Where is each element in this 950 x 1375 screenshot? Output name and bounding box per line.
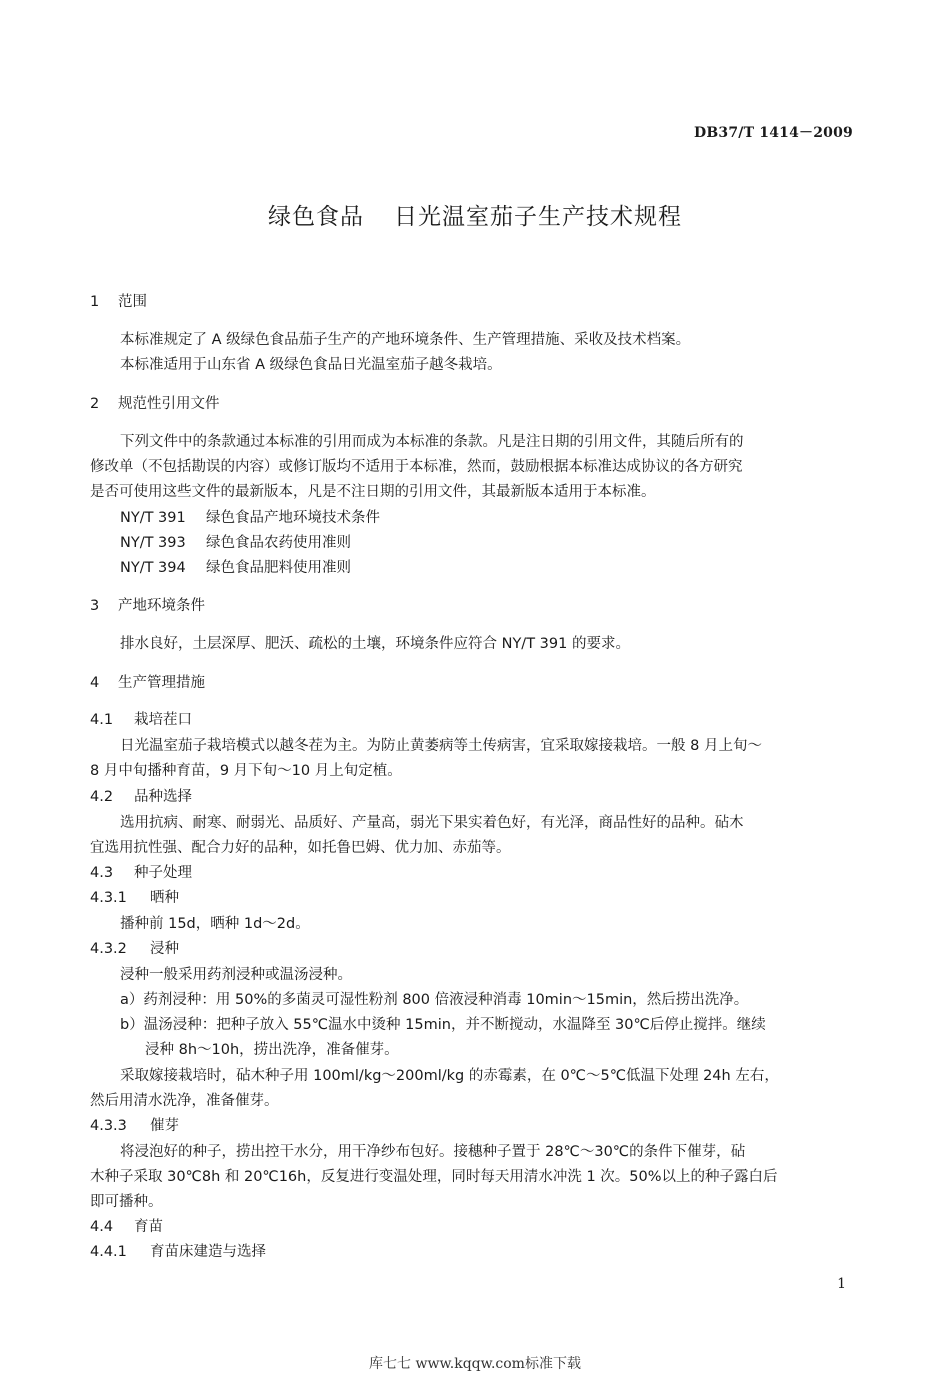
reference-name: 绿色食品产地环境技术条件 bbox=[206, 510, 380, 526]
subsection-4-1-heading bbox=[90, 711, 192, 729]
subsection-4-3-3-heading bbox=[90, 1117, 179, 1135]
section-number: 3 bbox=[90, 598, 100, 614]
subsection-4-4-1-heading bbox=[90, 1243, 266, 1261]
subsection-title: 育苗 bbox=[134, 1219, 163, 1235]
standard-code: DB37/T 1414－2009 bbox=[694, 125, 853, 141]
section-1-heading bbox=[90, 293, 147, 311]
list-item-a: a）药剂浸种：用 50%的多菌灵可湿性粉剂 800 倍液浸种消毒 10min～15min，然后捞出洗净。 bbox=[120, 992, 749, 1008]
title-part-2: 日光温室茄子生产技术规程 bbox=[394, 204, 682, 230]
paragraph-line: 木种子采取 30℃8h 和 20℃16h，反复进行变温处理，同时每天用清水冲洗 1 次。50%以上的种子露白后 bbox=[90, 1169, 778, 1185]
paragraph: 排水良好，土层深厚、肥沃、疏松的土壤，环境条件应符合 NY/T 391 的要求。 bbox=[120, 636, 630, 652]
subsection-title: 种子处理 bbox=[134, 865, 192, 881]
section-number: 4 bbox=[90, 675, 100, 691]
subsection-4-2-heading bbox=[90, 788, 192, 806]
subsection-number: 4.2 bbox=[90, 789, 114, 805]
subsection-number: 4.3 bbox=[90, 865, 114, 881]
paragraph-line: 将浸泡好的种子，捞出控干水分，用干净纱布包好。接穗种子置于 28℃～30℃的条件下催芽，砧 bbox=[120, 1144, 746, 1160]
subsection-number: 4.4 bbox=[90, 1219, 114, 1235]
paragraph-line: 宜选用抗性强、配合力好的品种，如托鲁巴姆、优力加、赤茄等。 bbox=[90, 840, 511, 856]
reference-item bbox=[120, 534, 351, 552]
section-4-heading bbox=[90, 674, 205, 692]
subsection-number: 4.3.2 bbox=[90, 941, 127, 957]
subsection-number: 4.3.1 bbox=[90, 890, 127, 906]
paragraph-line: 然后用清水洗净，准备催芽。 bbox=[90, 1093, 279, 1109]
subsection-number: 4.3.3 bbox=[90, 1118, 127, 1134]
page-title bbox=[0, 198, 950, 231]
section-title: 产地环境条件 bbox=[118, 598, 205, 614]
paragraph-line: 采取嫁接栽培时，砧木种子用 100ml/kg～200ml/kg 的赤霉素，在 0℃～5℃低温下处理 24h 左右， bbox=[120, 1068, 779, 1084]
section-title: 规范性引用文件 bbox=[118, 396, 220, 412]
reference-item bbox=[120, 509, 380, 527]
paragraph-line: 即可播种。 bbox=[90, 1194, 163, 1210]
paragraph-line: 修改单（不包括勘误的内容）或修订版均不适用于本标准，然而，鼓励根据本标准达成协议的各方研究 bbox=[90, 459, 743, 475]
paragraph: 浸种一般采用药剂浸种或温汤浸种。 bbox=[120, 967, 352, 983]
section-2-heading bbox=[90, 395, 220, 413]
section-title: 范围 bbox=[118, 294, 147, 310]
subsection-number: 4.4.1 bbox=[90, 1244, 127, 1260]
subsection-4-3-1-heading bbox=[90, 889, 179, 907]
page-number: 1 bbox=[837, 1276, 846, 1292]
footer-watermark[interactable]: 库七七 www.kqqw.com标准下载 bbox=[369, 1356, 581, 1372]
section-3-heading bbox=[90, 597, 205, 615]
reference-code: NY/T 391 bbox=[120, 510, 186, 526]
paragraph-line: 8 月中旬播种育苗，9 月下旬～10 月上旬定植。 bbox=[90, 763, 402, 779]
subsection-title: 育苗床建造与选择 bbox=[150, 1244, 266, 1260]
paragraph-line: 日光温室茄子栽培模式以越冬茬为主。为防止黄萎病等土传病害，宜采取嫁接栽培。一般 8 月上旬～ bbox=[120, 738, 762, 754]
section-title: 生产管理措施 bbox=[118, 675, 205, 691]
section-number: 1 bbox=[90, 294, 100, 310]
section-number: 2 bbox=[90, 396, 100, 412]
subsection-title: 催芽 bbox=[150, 1118, 179, 1134]
paragraph-line: 是否可使用这些文件的最新版本，凡是不注日期的引用文件，其最新版本适用于本标准。 bbox=[90, 484, 656, 500]
subsection-4-3-2-heading bbox=[90, 940, 179, 958]
list-item-b-cont: 浸种 8h～10h，捞出洗净，准备催芽。 bbox=[145, 1042, 399, 1058]
paragraph-line: 选用抗病、耐寒、耐弱光、品质好、产量高，弱光下果实着色好，有光泽，商品性好的品种。砧木 bbox=[120, 815, 744, 831]
subsection-title: 晒种 bbox=[150, 890, 179, 906]
reference-code: NY/T 393 bbox=[120, 535, 186, 551]
reference-item bbox=[120, 559, 351, 577]
title-part-1: 绿色食品 bbox=[268, 204, 364, 230]
subsection-4-4-heading bbox=[90, 1218, 163, 1236]
subsection-title: 浸种 bbox=[150, 941, 179, 957]
reference-code: NY/T 394 bbox=[120, 560, 186, 576]
reference-name: 绿色食品农药使用准则 bbox=[206, 535, 351, 551]
list-item-b: b）温汤浸种：把种子放入 55℃温水中烫种 15min，并不断搅动，水温降至 30℃后停止搅拌。继续 bbox=[120, 1017, 766, 1033]
paragraph: 本标准规定了 A 级绿色食品茄子生产的产地环境条件、生产管理措施、采收及技术档案。 bbox=[120, 332, 691, 348]
paragraph: 播种前 15d，晒种 1d～2d。 bbox=[120, 916, 310, 932]
subsection-title: 品种选择 bbox=[134, 789, 192, 805]
subsection-number: 4.1 bbox=[90, 712, 114, 728]
subsection-title: 栽培茬口 bbox=[134, 712, 192, 728]
subsection-4-3-heading bbox=[90, 864, 192, 882]
paragraph-line: 下列文件中的条款通过本标准的引用而成为本标准的条款。凡是注日期的引用文件，其随后所有的 bbox=[120, 434, 744, 450]
paragraph: 本标准适用于山东省 A 级绿色食品日光温室茄子越冬栽培。 bbox=[120, 357, 502, 373]
reference-name: 绿色食品肥料使用准则 bbox=[206, 560, 351, 576]
